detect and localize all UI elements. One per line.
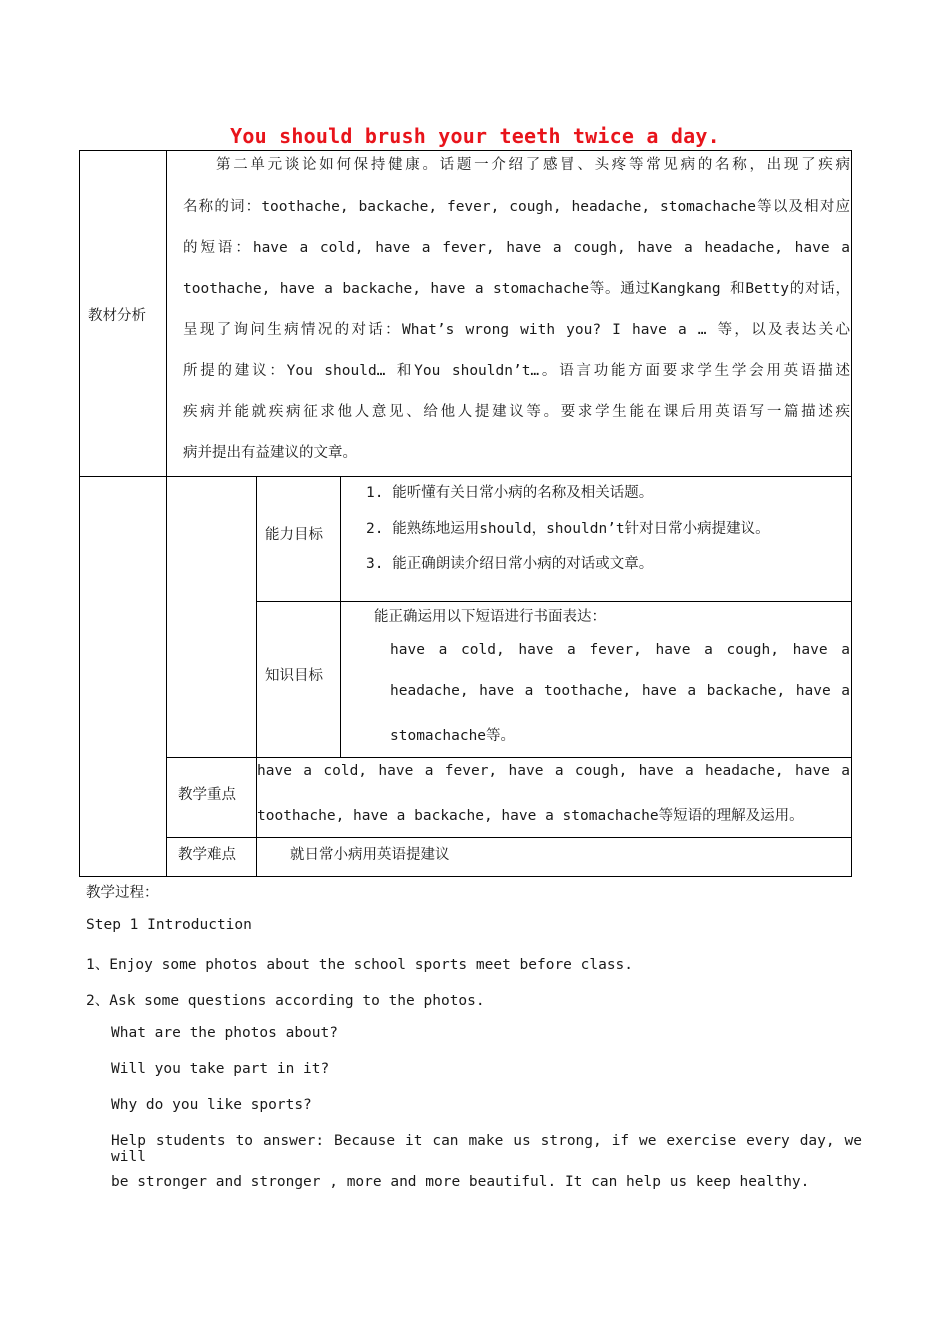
ability-item: 3. 能正确朗读介绍日常小病的对话或文章。 bbox=[366, 556, 654, 572]
step-heading: Step 1 Introduction bbox=[86, 917, 252, 933]
help-text: be stronger and stronger , more and more beautiful. It can help us keep healthy. bbox=[111, 1174, 810, 1190]
knowledge-line: have a cold, have a fever, have a cough, have a bbox=[390, 642, 850, 658]
help-text: Help students to answer: Because it can make us strong, if we exercise every day, we will bbox=[111, 1133, 862, 1165]
analysis-line: 病并提出有益建议的文章。 bbox=[183, 445, 357, 461]
analysis-line: 的短语：have a cold, have a fever, have a cough, have a headache, have a bbox=[183, 240, 850, 256]
analysis-line: 呈现了询问生病情况的对话：What’s wrong with you? I have a … 等，以及表达关心 bbox=[183, 322, 850, 338]
knowledge-line: 能正确运用以下短语进行书面表达： bbox=[374, 609, 606, 625]
analysis-line: 名称的词：toothache, backache, fever, cough, headache, stomachache等以及相对应 bbox=[183, 199, 850, 215]
difficulty-text: 就日常小病用英语提建议 bbox=[290, 847, 450, 863]
knowledge-label: 知识目标 bbox=[265, 668, 323, 684]
knowledge-line: headache, have a toothache, have a backache, have a bbox=[390, 683, 850, 699]
analysis-line: 疾病并能就疾病征求他人意见、给他人提建议等。要求学生能在课后用英语写一篇描述疾 bbox=[183, 404, 850, 420]
process-item: 1、Enjoy some photos about the school sports meet before class. bbox=[86, 957, 634, 973]
ability-item: 2. 能熟练地运用should，shouldn’t针对日常小病提建议。 bbox=[366, 521, 770, 537]
process-item: 2、Ask some questions according to the photos. bbox=[86, 993, 485, 1009]
analysis-line: 第二单元谈论如何保持健康。话题一介绍了感冒、头疼等常见病的名称，出现了疾病 bbox=[216, 157, 850, 173]
analysis-label: 教材分析 bbox=[88, 308, 146, 324]
analysis-line: 所提的建议：You should… 和You shouldn’t…。语言功能方面要求学生学会用英语描述 bbox=[183, 363, 850, 379]
question: What are the photos about? bbox=[111, 1025, 338, 1041]
knowledge-line: stomachache等。 bbox=[390, 728, 516, 744]
difficulty-label: 教学难点 bbox=[178, 847, 236, 863]
analysis-line: toothache, have a backache, have a stomachache等。通过Kangkang 和Betty的对话， bbox=[183, 281, 850, 297]
question: Why do you like sports? bbox=[111, 1097, 312, 1113]
key-label: 教学重点 bbox=[178, 787, 236, 803]
key-line: toothache, have a backache, have a stomachache等短语的理解及运用。 bbox=[257, 808, 804, 824]
ability-item: 1. 能听懂有关日常小病的名称及相关话题。 bbox=[366, 485, 654, 501]
key-line: have a cold, have a fever, have a cough, have a headache, have a bbox=[257, 763, 850, 779]
process-heading: 教学过程： bbox=[86, 885, 159, 901]
question: Will you take part in it? bbox=[111, 1061, 330, 1077]
page-title: You should brush your teeth twice a day. bbox=[230, 124, 720, 148]
ability-label: 能力目标 bbox=[265, 527, 323, 543]
